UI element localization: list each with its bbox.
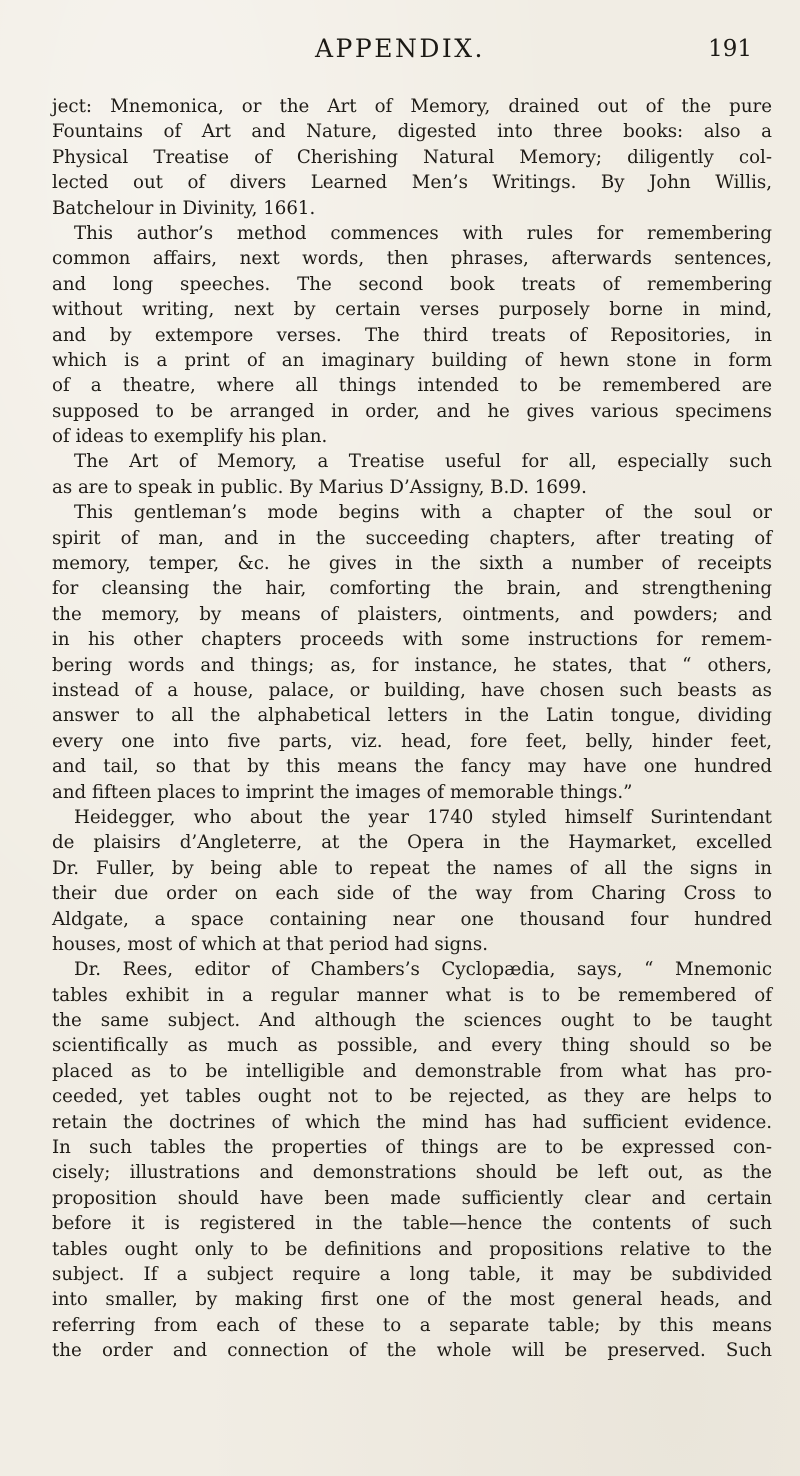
text-line: Fountains of Art and Nature, digested into three books: also a — [52, 121, 772, 143]
text-line: the memory, by means of plaisters, ointments, and powders; and — [52, 603, 772, 625]
text-line: before it is registered in the table—hence the contents of such — [52, 1213, 772, 1235]
text-line: retain the doctrines of which the mind has had sufficient evidence. — [52, 1111, 772, 1133]
text-line: scientifically as much as possible, and every thing should so be — [52, 1035, 772, 1057]
text-line: common affairs, next words, then phrases, afterwards sentences, — [52, 248, 772, 270]
text-line: Dr. Rees, editor of Chambers’s Cyclopædia, says, “ Mnemonic — [74, 959, 772, 981]
text-line: bering words and things; as, for instance, he states, that “ others, — [52, 654, 772, 676]
text-line: ject: Mnemonica, or the Art of Memory, drained out of the pure — [52, 96, 772, 117]
text-line: Aldgate, a space containing near one thousand four hundred — [52, 908, 772, 930]
text-line: proposition should have been made sufficiently clear and certain — [52, 1187, 772, 1209]
text-line: tables ought only to be definitions and propositions relative to the — [52, 1238, 772, 1260]
text-line: in his other chapters proceeds with some instructions for remem- — [52, 629, 772, 651]
text-line: cisely; illustrations and demonstrations should be left out, as the — [52, 1162, 772, 1184]
text-line: tables exhibit in a regular manner what is to be remembered of — [52, 984, 772, 1006]
text-line: for cleansing the hair, comforting the brain, and strengthening — [52, 578, 772, 600]
text-line: The Art of Memory, a Treatise useful for all, especially such — [74, 451, 772, 473]
text-line: as are to speak in public. By Marius D’Assigny, B.D. 1699. — [52, 476, 587, 498]
text-line: supposed to be arranged in order, and he gives various specimens — [52, 400, 772, 422]
text-line: Dr. Fuller, by being able to repeat the names of all the signs in — [52, 857, 772, 879]
text-line: houses, most of which at that period had signs. — [52, 933, 489, 955]
text-line: In such tables the properties of things are to be expressed con- — [52, 1137, 772, 1159]
text-line: of a theatre, where all things intended to be remembered are — [52, 375, 772, 397]
body-text — [52, 94, 772, 1364]
text-line: memory, temper, &c. he gives in the sixth a number of receipts — [52, 553, 772, 575]
text-line: the order and connection of the whole will be preserved. Such — [52, 1340, 772, 1362]
text-line: Batchelour in Divinity, 1661. — [52, 197, 316, 219]
text-line: their due order on each side of the way from Charing Cross to — [52, 883, 772, 905]
text-line: subject. If a subject require a long table, it may be subdivided — [52, 1263, 772, 1285]
text-line: de plaisirs d’Angleterre, at the Opera in the Haymarket, excelled — [52, 832, 772, 854]
text-line: This gentleman’s mode begins with a chapter of the soul or — [74, 502, 772, 524]
text-line: Heidegger, who about the year 1740 styled himself Surintendant — [74, 806, 772, 828]
text-line: without writing, next by certain verses purposely borne in mind, — [52, 299, 772, 321]
text-line: and by extempore verses. The third treats of Repositories, in — [52, 324, 772, 346]
text-line: ceeded, yet tables ought not to be rejected, as they are helps to — [52, 1086, 772, 1108]
text-line: into smaller, by making first one of the most general heads, and — [52, 1289, 772, 1311]
text-line: answer to all the alphabetical letters in the Latin tongue, dividing — [52, 705, 772, 727]
text-line: Physical Treatise of Cherishing Natural Memory; diligently col- — [52, 146, 772, 168]
text-line: every one into five parts, viz. head, fore feet, belly, hinder feet, — [52, 730, 772, 752]
text-line: spirit of man, and in the succeeding chapters, after treating of — [52, 527, 772, 549]
running-head: APPENDIX. — [315, 34, 485, 63]
text-line: which is a print of an imaginary building of hewn stone in form — [52, 349, 772, 371]
text-line: This author’s method commences with rules for remembering — [74, 222, 772, 244]
text-line: placed as to be intelligible and demonstrable from what has pro- — [52, 1060, 772, 1082]
text-line: and fifteen places to imprint the images of memorable things.” — [52, 781, 633, 803]
text-line: the same subject. And although the sciences ought to be taught — [52, 1010, 772, 1032]
page-number: 191 — [708, 36, 752, 62]
text-line: instead of a house, palace, or building, have chosen such beasts as — [52, 679, 772, 701]
page-header — [0, 34, 800, 74]
text-line: referring from each of these to a separate table; by this means — [52, 1314, 772, 1336]
text-line: lected out of divers Learned Men’s Writings. By John Willis, — [52, 172, 772, 194]
text-line: of ideas to exemplify his plan. — [52, 426, 328, 448]
text-line: and long speeches. The second book treats of remembering — [52, 273, 772, 295]
text-line: and tail, so that by this means the fancy may have one hundred — [52, 756, 772, 778]
